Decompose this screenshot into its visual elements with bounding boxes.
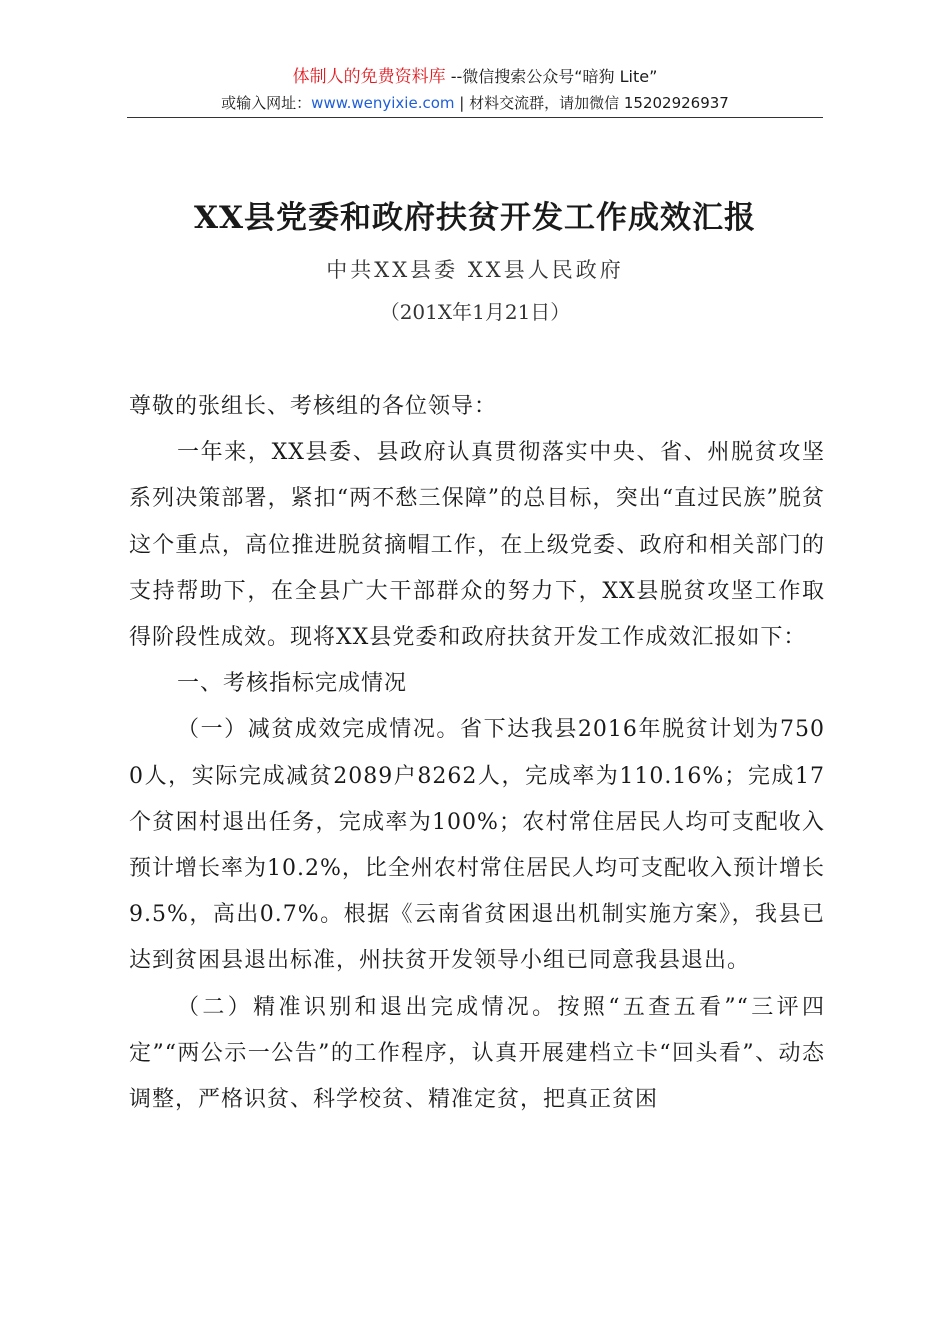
document-title: XX县党委和政府扶贫开发工作成效汇报 bbox=[193, 200, 757, 236]
header-url-link[interactable]: www.wenyixie.com bbox=[311, 94, 455, 112]
header-line-1 bbox=[127, 64, 823, 90]
header-url-prefix: 或输入网址： bbox=[221, 94, 312, 112]
header-line-2 bbox=[127, 90, 823, 116]
paragraph-intro: 一年来，XX县委、县政府认真贯彻落实中央、省、州脱贫攻坚系列决策部署，紧扣“两不愁三保障”的总目标，突出“直过民族”脱贫这个重点，高位推进脱贫摘帽工作，在上级党委、政府和相关部门的支持帮助下，在全县广大干部群众的努力下，XX县脱贫攻坚工作取得阶段性成效。现将XX县党委和政府扶贫开发工作成效汇报如下： bbox=[129, 440, 825, 651]
section-heading-1: 一、考核指标完成情况 bbox=[177, 671, 408, 697]
salutation: 尊敬的张组长、考核组的各位领导： bbox=[129, 394, 498, 419]
watermark-header bbox=[127, 64, 823, 116]
paragraph-poverty-reduction: （一）减贫成效完成情况。省下达我县2016年脱贫计划为7500人，实际完成减贫2089户8262人，完成率为110.16%；完成17个贫困村退出任务，完成率为100%；农村常住居民人均可支配收入预计增长率为10.2%，比全州农村常住居民人均可支配收入预计增长9.5%，高出0.7%。根据《云南省贫困退出机制实施方案》，我县已达到贫困县退出标准，州扶贫开发领导小组已同意我县退出。 bbox=[129, 717, 825, 974]
paragraph-precise-identification: （二）精准识别和退出完成情况。按照“五查五看”“三评四定”“两公示一公告”的工作程序，认真开展建档立卡“回头看”、动态调整，严格识贫、科学校贫、精准定贫，把真正贫困 bbox=[129, 994, 825, 1113]
document-body bbox=[129, 384, 825, 1123]
header-separator: | bbox=[454, 94, 470, 112]
header-contact: 材料交流群，请加微信 15202926937 bbox=[469, 94, 729, 112]
document-date: （201X年1月21日） bbox=[379, 300, 571, 324]
header-tagline: --微信搜索公众号“暗狗 Lite” bbox=[445, 67, 658, 86]
header-divider bbox=[127, 117, 823, 118]
header-brand: 体制人的免费资料库 bbox=[292, 67, 446, 87]
document-issuer: 中共XX县委 XX县人民政府 bbox=[326, 258, 624, 282]
